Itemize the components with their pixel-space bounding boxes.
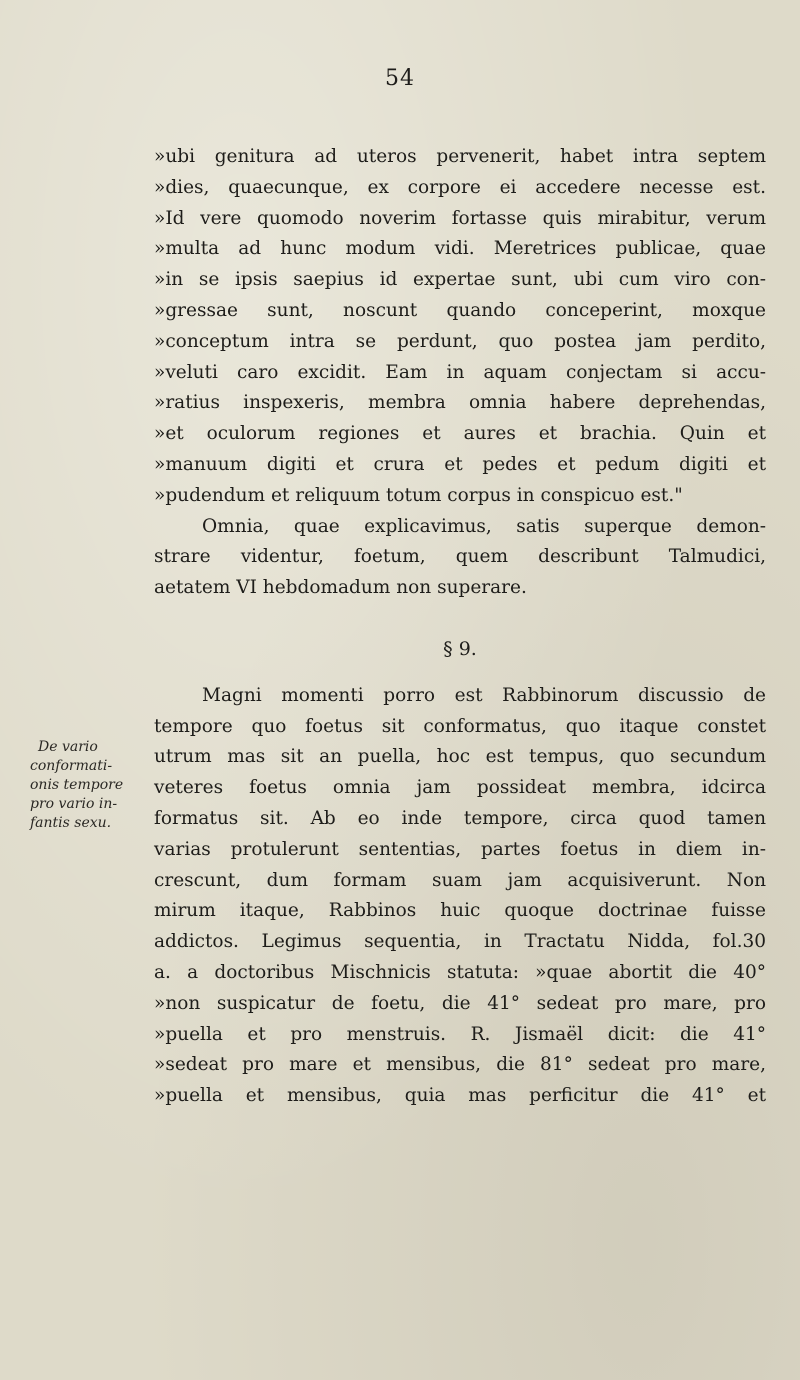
text-line: »puella et pro menstruis. R. Jismaël dicit: die 41° <box>154 1023 766 1045</box>
text-line: aetatem VI hebdomadum non superare. <box>154 577 527 599</box>
text-line: veteres foetus omnia jam possideat membra, idcirca <box>154 777 766 799</box>
paragraph-quotation <box>154 142 766 512</box>
spacer <box>154 604 766 634</box>
text-line: »ubi genitura ad uteros pervenerit, habet intra septem <box>154 146 766 167</box>
text-line: mirum itaque, Rabbinos huic quoque doctrinae fuisse <box>154 900 766 922</box>
text-line: varias protulerunt sententias, partes foetus in diem in- <box>154 838 766 860</box>
text-line: Omnia, quae explicavimus, satis superque demon- <box>202 515 766 537</box>
text-line: »et oculorum regiones et aures et brachia. Quin et <box>154 423 766 445</box>
text-line: addictos. Legimus sequentia, in Tractatu Nidda, fol.30 <box>154 931 766 953</box>
text-line: crescunt, dum formam suam jam acquisiverunt. Non <box>154 869 766 891</box>
text-line: »manuum digiti et crura et pedes et pedum digiti et <box>154 453 766 475</box>
text-line: »Id vere quomodo noverim fortasse quis mirabitur, verum <box>154 207 766 229</box>
text-line: »pudendum et reliquum totum corpus in conspicuo est." <box>154 484 683 506</box>
text-line: »multa ad hunc modum vidi. Meretrices publicae, quae <box>154 238 766 260</box>
margin-note-line: pro vario in- <box>30 796 118 812</box>
text-line: utrum mas sit an puella, hoc est tempus, quo secundum <box>154 746 766 768</box>
text-line: formatus sit. Ab eo inde tempore, circa quod tamen <box>154 807 766 829</box>
text-line: »conceptum intra se perdunt, quo postea jam perdito, <box>154 330 766 352</box>
margin-note-line: De vario <box>38 739 98 755</box>
text-line: a. a doctoribus Mischnicis statuta: »quae abortit die 40° <box>154 961 766 983</box>
margin-note-line: fantis sexu. <box>30 815 112 831</box>
paragraph-section-9 <box>154 681 766 1112</box>
paragraph-conclusion <box>154 512 766 604</box>
text-line: »ratius inspexeris, membra omnia habere deprehendas, <box>154 392 766 414</box>
text-line: »in se ipsis saepius id expertae sunt, ubi cum viro con- <box>154 269 766 291</box>
text-line: »non suspicatur de foetu, die 41° sedeat pro mare, pro <box>154 992 766 1014</box>
margin-note <box>30 738 150 833</box>
text-line: »dies, quaecunque, ex corpore ei accedere necesse est. <box>154 176 766 198</box>
text-line: »veluti caro excidit. Eam in aquam conjectam si accu- <box>154 361 766 383</box>
margin-note-line: onis tempore <box>30 777 124 793</box>
text-line: Magni momenti porro est Rabbinorum discussio de <box>202 684 766 706</box>
main-text <box>154 142 766 1112</box>
text-line: tempore quo foetus sit conformatus, quo itaque constet <box>154 715 766 737</box>
text-line: »sedeat pro mare et mensibus, die 81° sedeat pro mare, <box>154 1054 766 1076</box>
section-heading: § 9. <box>443 637 477 660</box>
page-number: 54 <box>385 66 415 91</box>
text-line: strare videntur, foetum, quem describunt Talmudici, <box>154 546 766 568</box>
text-line: »puella et mensibus, quia mas perficitur die 41° et <box>154 1085 766 1107</box>
text-line: »gressae sunt, noscunt quando conceperint, moxque <box>154 299 766 321</box>
spacer <box>154 665 766 681</box>
margin-note-line: conformati- <box>30 758 113 774</box>
